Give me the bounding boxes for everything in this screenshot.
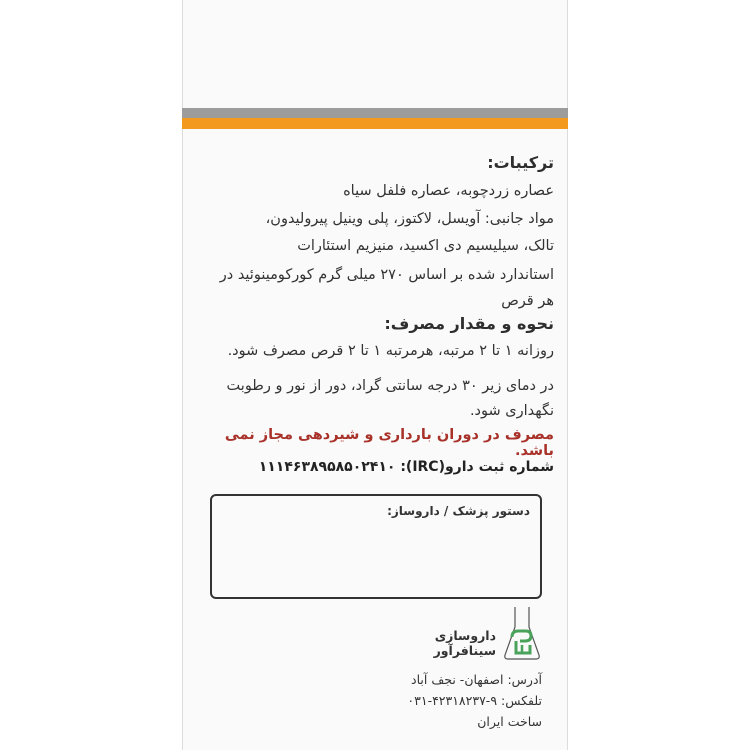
usage-heading: نحوه و مقدار مصرف: bbox=[384, 314, 554, 333]
ingredients-line-5: هر قرص bbox=[501, 293, 554, 309]
flask-logo-icon bbox=[502, 605, 542, 661]
storage-line-1: در دمای زیر ۳۰ درجه سانتی گراد، دور از نور و رطوبت bbox=[226, 378, 554, 394]
prescription-box bbox=[210, 494, 542, 599]
ingredients-line-2: مواد جانبی: آویسل، لاکتوز، پلی وینیل پیرولیدون، bbox=[265, 211, 554, 227]
orange-stripe bbox=[182, 118, 568, 129]
pregnancy-warning: مصرف در دوران بارداری و شیردهی مجاز نمی باشد. bbox=[224, 427, 554, 459]
manufacturer-phone: تلفکس: ۹-۴۲۳۱۸۲۳۷-۰۳۱ bbox=[407, 693, 542, 708]
irc-line bbox=[196, 459, 554, 475]
storage-line-2: نگهداری شود. bbox=[469, 403, 554, 419]
ingredients-line-4: استاندارد شده بر اساس ۲۷۰ میلی گرم کورکومینوئید در bbox=[219, 267, 554, 283]
prescription-label: دستور پزشک / داروساز: bbox=[387, 504, 530, 518]
manufacturer-address: آدرس: اصفهان- نجف آباد bbox=[411, 672, 542, 687]
manufacturer-name: داروسازی سینافرآور bbox=[433, 628, 496, 658]
made-in: ساخت ایران bbox=[477, 714, 542, 729]
ingredients-line-3: تالک، سیلیسیم دی اکسید، منیزیم استئارات bbox=[297, 238, 554, 254]
irc-label: شماره ثبت دارو(IRC): bbox=[400, 459, 554, 475]
usage-text: روزانه ۱ تا ۲ مرتبه، هرمرتبه ۱ تا ۲ قرص مصرف شود. bbox=[227, 343, 554, 359]
ingredients-heading: ترکیبات: bbox=[487, 153, 554, 172]
irc-number: ۱۱۱۴۶۳۸۹۵۸۵۰۲۴۱۰ bbox=[258, 459, 396, 475]
grey-stripe bbox=[182, 108, 568, 118]
ingredients-line-1: عصاره زردچوبه، عصاره فلفل سیاه bbox=[343, 183, 554, 199]
